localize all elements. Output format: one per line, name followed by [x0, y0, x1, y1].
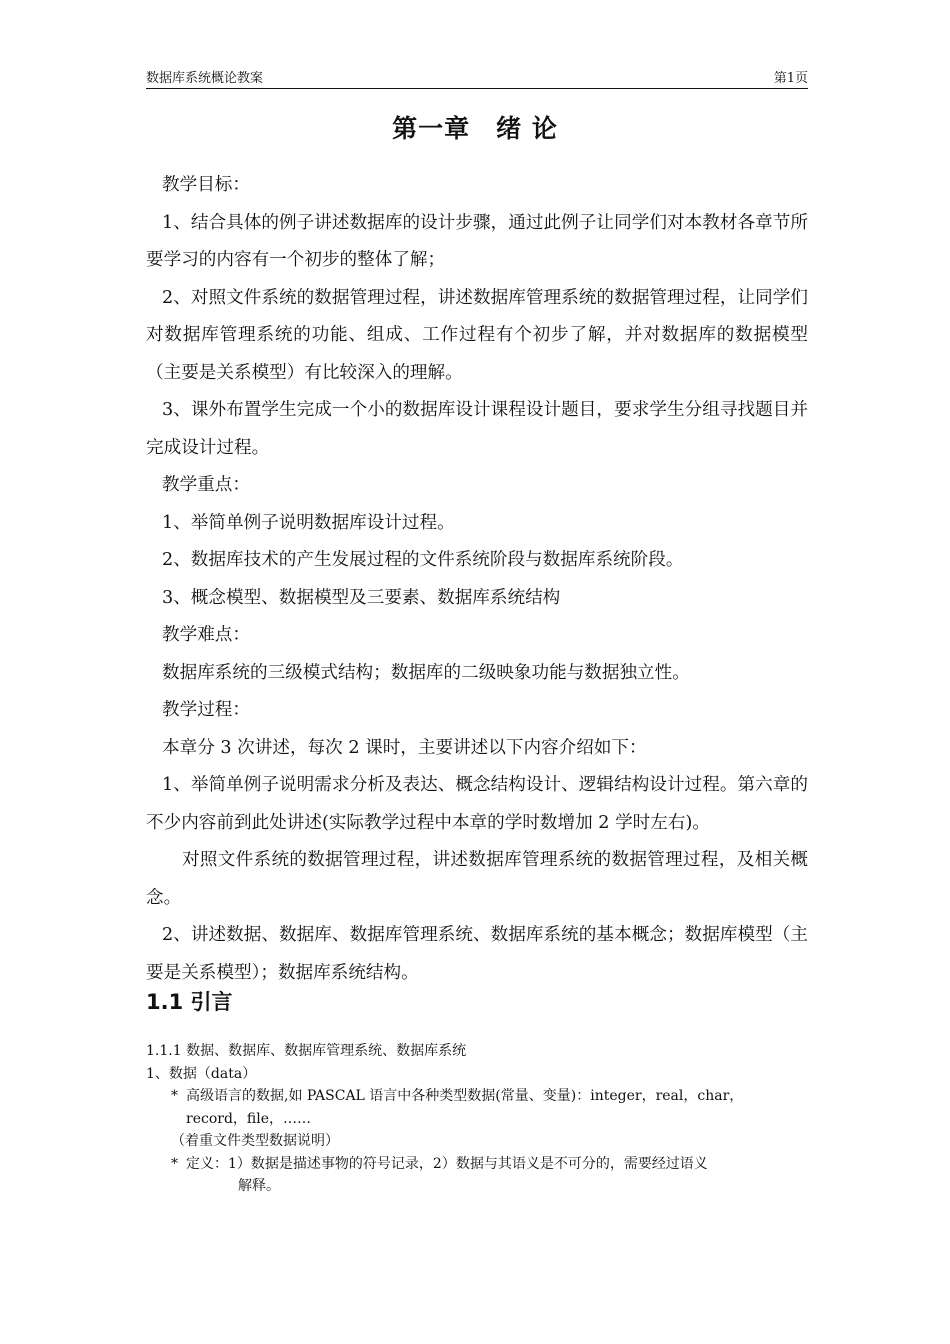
teaching-goals-heading: 教学目标： [162, 175, 250, 195]
teaching-focus-heading: 教学重点： [162, 475, 250, 495]
paragraph: 数据库系统的三级模式结构；数据库的二级映象功能与数据独立性。 [162, 662, 690, 683]
header-doc-title: 数据库系统概论教案 [146, 71, 264, 86]
teaching-process-heading: 教学过程： [162, 700, 250, 720]
paragraph: 对照文件系统的数据管理过程，讲述数据库管理系统的数据管理过程，及相关概念。 [146, 850, 808, 908]
bullet-marker: * [171, 1155, 178, 1172]
bullet-text-line: 高级语言的数据,如 PASCAL 语言中各种类型数据(常量、变量)：integer，real，char， [186, 1088, 744, 1104]
header-page-number: 第1页 [773, 71, 808, 86]
header-divider [146, 88, 808, 89]
section-title: 1.1 引言 [146, 990, 233, 1014]
bullet-item [146, 1085, 808, 1130]
paragraph: 1、结合具体的例子讲述数据库的设计步骤，通过此例子让同学们对本教材各章节所要学习的内容有一个初步的整体了解； [146, 212, 808, 270]
paragraph: 2、对照文件系统的数据管理过程，讲述数据库管理系统的数据管理过程，让同学们对数据库管理系统的功能、组成、工作过程有个初步了解，并对数据库的数据模型（主要是关系模型）有比较深入的理解。 [146, 287, 808, 383]
page-header [146, 70, 808, 88]
paragraph: 2、讲述数据、数据库、数据库管理系统、数据库系统的基本概念；数据库模型（主要是关系模型）；数据库系统结构。 [146, 925, 808, 983]
main-body [146, 167, 808, 992]
teaching-difficulty-heading: 教学难点： [162, 625, 250, 645]
paragraph: 3、课外布置学生完成一个小的数据库设计课程设计题目，要求学生分组寻找题目并完成设计过程。 [146, 400, 808, 458]
paragraph: 1、举简单例子说明数据库设计过程。 [162, 512, 455, 533]
bullet-marker: * [171, 1088, 178, 1104]
paragraph: 3、概念模型、数据模型及三要素、数据库系统结构 [162, 587, 561, 608]
paragraph: 本章分 3 次讲述，每次 2 课时，主要讲述以下内容介绍如下： [162, 737, 647, 758]
list-item: 1、数据（data） [146, 1065, 257, 1082]
bullet-text-line: 定义：1）数据是描述事物的符号记录，2）数据与其语义是不可分的，需要经过语义 [186, 1155, 708, 1172]
bullet-text-line: 解释。 [238, 1178, 280, 1194]
bullet-item [146, 1153, 808, 1198]
paragraph: 1、举简单例子说明需求分析及表达、概念结构设计、逻辑结构设计过程。第六章的不少内容前到此处讲述(实际教学过程中本章的学时数增加 2 学时左右)。 [146, 775, 808, 833]
subsection-heading: 1.1.1 数据、数据库、数据库管理系统、数据库系统 [146, 1043, 467, 1059]
note-text: （着重文件类型数据说明） [171, 1133, 339, 1149]
section-content [146, 1040, 808, 1198]
chapter-title: 第一章 绪 论 [392, 114, 558, 143]
bullet-text-line: record，file，…… [186, 1110, 312, 1127]
paragraph: 2、数据库技术的产生发展过程的文件系统阶段与数据库系统阶段。 [162, 550, 684, 570]
